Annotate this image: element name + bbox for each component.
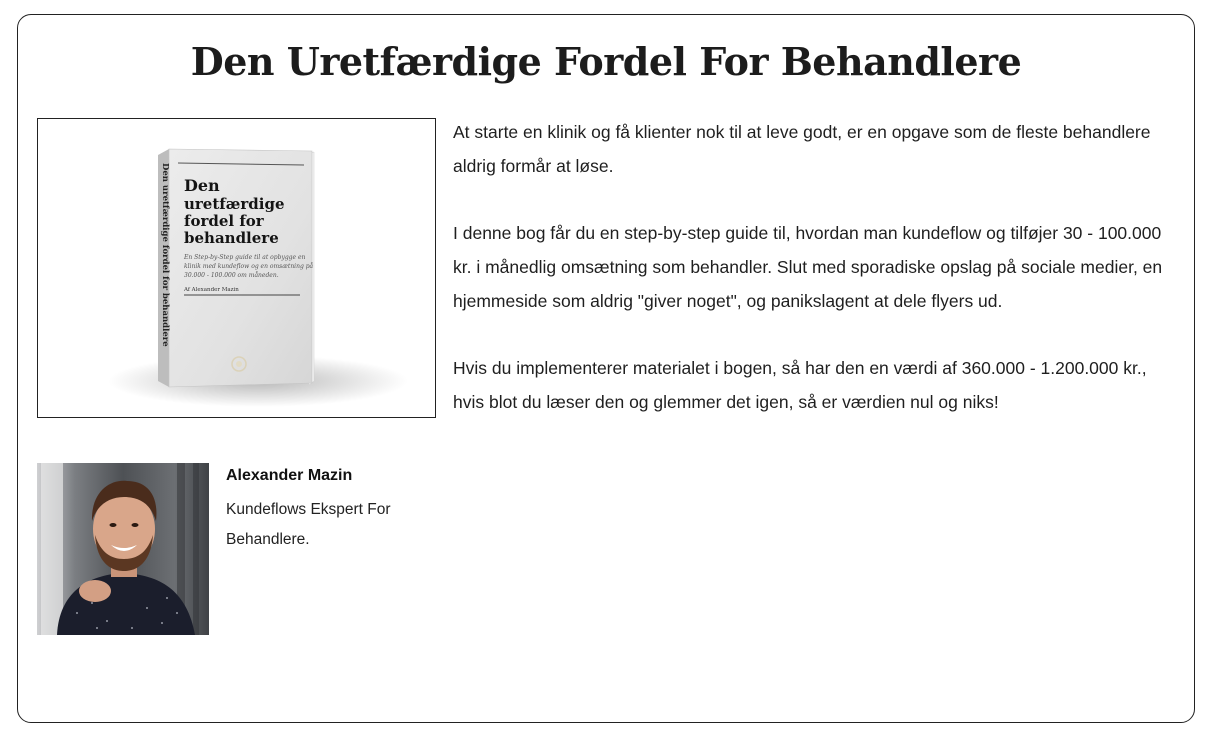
cover-title-line-2: uretfærdige: [184, 195, 285, 213]
cover-title-line-4: behandlere: [184, 229, 279, 247]
author-role: Kundeflows Ekspert For Behandlere.: [226, 501, 391, 548]
cover-subtitle-line-3: 30.000 - 100.000 om måneden.: [184, 272, 279, 279]
page-title: Den Uretfærdige Fordel For Behandlere: [190, 39, 1022, 84]
cover-title-line-3: fordel for: [184, 212, 264, 230]
cover-title-line-1: Den: [184, 176, 220, 195]
book-description: [453, 115, 1178, 452]
author-portrait: [37, 463, 209, 635]
content-card: [17, 14, 1195, 723]
description-paragraph-2: I denne bog får du en step-by-step guide til, hvordan man kundeflow og tilføjer 30 - 100.000 kr. i månedlig omsætning som behandler. Slut med sporadiske opslag på sociale medier, en hjemmeside som aldrig "giver noget", og panikslagent at dele flyers ud.: [453, 223, 1163, 311]
spine-text: Den uretfærdige fordel for behandlere: [160, 163, 170, 347]
avatar: [37, 463, 209, 635]
description-paragraph-3: Hvis du implementerer materialet i bogen, så har den en værdi af 360.000 - 1.200.000 kr., hvis blot du læser den og glemmer det igen, så er værdien nul og niks!: [453, 358, 1147, 412]
description-paragraph-1: At starte en klinik og få klienter nok til at leve godt, er en opgave som de fleste behandlere aldrig formår at løse.: [453, 122, 1151, 176]
author-name: Alexander Mazin: [226, 467, 353, 484]
book-illustration: [38, 119, 435, 417]
cover-subtitle-line-2: klinik med kundeflow og en omsætning på: [184, 263, 314, 270]
book-image: [37, 118, 436, 418]
cover-subtitle-line-1: En Step-by-Step guide til at opbygge en: [184, 254, 306, 261]
cover-author: Af Alexander Mazin: [184, 287, 239, 293]
